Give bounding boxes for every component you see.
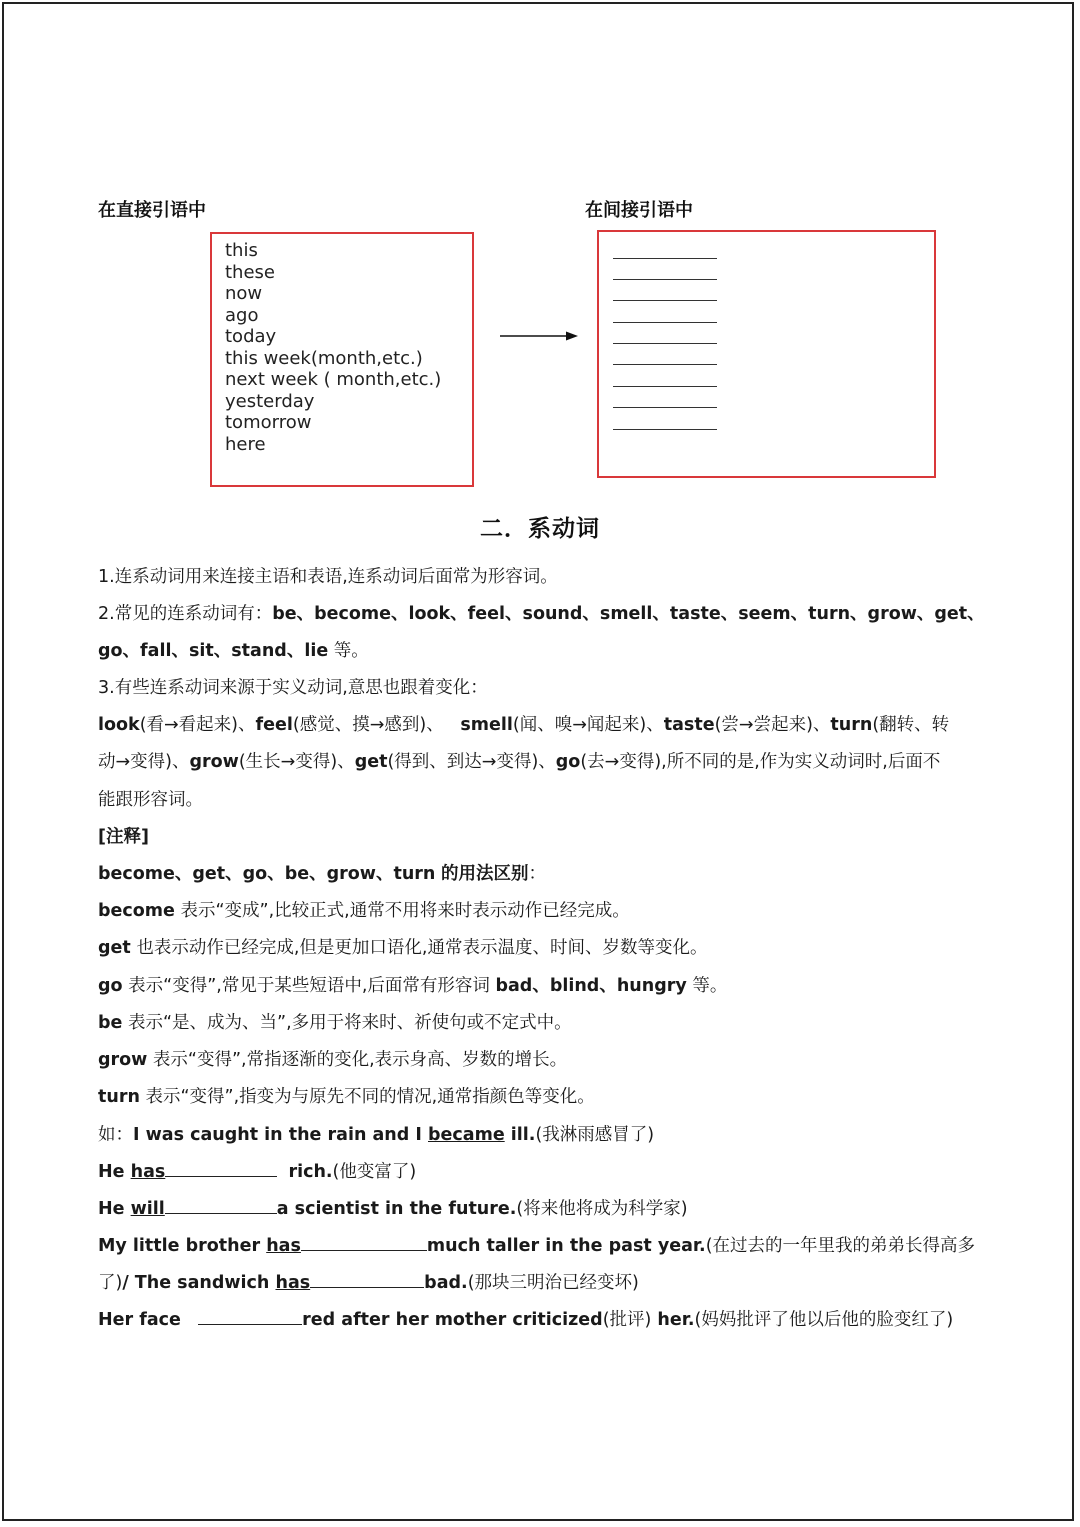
direct-word: ago bbox=[225, 304, 259, 326]
example-lead: 如： bbox=[98, 1125, 133, 1145]
direct-word: this bbox=[225, 240, 258, 261]
direct-speech-heading: 在直接引语中 bbox=[98, 200, 206, 221]
meaning: (生长→变得)、 bbox=[238, 752, 355, 772]
answer-blank[interactable] bbox=[613, 279, 717, 280]
note-item bbox=[98, 934, 707, 959]
paragraph-5 bbox=[98, 748, 940, 773]
translation: (妈妈批评了他以后他的脸变红了) bbox=[694, 1310, 954, 1330]
direct-word: yesterday bbox=[225, 390, 315, 412]
example-2 bbox=[98, 1158, 416, 1183]
sentence: Her face bbox=[98, 1310, 187, 1330]
answer-blank[interactable] bbox=[613, 343, 717, 344]
underlined-verb: has bbox=[130, 1162, 166, 1182]
section-title: 二．系动词 bbox=[480, 516, 600, 542]
verb: go bbox=[555, 752, 581, 772]
fill-blank[interactable] bbox=[301, 1236, 427, 1251]
explanation: 表示“是、成为、当”,多用于将来时、祈使句或不定式中。 bbox=[122, 1013, 572, 1033]
meaning: (尝→尝起来)、 bbox=[714, 715, 831, 735]
note-heading-cn: 的用法区别 bbox=[440, 864, 529, 884]
paragraph-4 bbox=[98, 711, 949, 736]
verb: become bbox=[98, 901, 175, 921]
sentence: much taller in the past year. bbox=[426, 1236, 706, 1256]
direct-word: this week(month,etc.) bbox=[225, 347, 423, 369]
underlined-verb: will bbox=[130, 1199, 165, 1219]
explanation: 表示“变得”,指变为与原先不同的情况,通常指颜色等变化。 bbox=[139, 1087, 595, 1107]
indirect-blanks-box bbox=[597, 230, 936, 478]
note-label: [注释] bbox=[98, 827, 149, 847]
explanation: 表示“变得”,常指逐渐的变化,表示身高、岁数的增长。 bbox=[147, 1050, 568, 1070]
paragraph-1: 1.连系动词用来连接主语和表语,连系动词后面常为形容词。 bbox=[98, 567, 558, 587]
verb: smell bbox=[460, 715, 513, 735]
direct-word: next week ( month,etc.) bbox=[225, 369, 442, 390]
p2-cont-words: go、fall、sit、stand、lie bbox=[98, 641, 329, 661]
answer-blank[interactable] bbox=[613, 429, 717, 430]
example-1 bbox=[98, 1121, 654, 1146]
example-5 bbox=[98, 1269, 639, 1294]
translation: 了) bbox=[98, 1273, 123, 1293]
sentence: ill. bbox=[504, 1125, 536, 1145]
answer-blank[interactable] bbox=[613, 364, 717, 365]
explanation: 也表示动作已经完成,但是更加口语化,通常表示温度、时间、岁数等变化。 bbox=[130, 938, 708, 958]
verb: turn bbox=[830, 715, 873, 735]
meaning: (感觉、摸→感到)、 bbox=[292, 715, 461, 735]
underlined-verb: has bbox=[275, 1273, 311, 1293]
fill-blank[interactable] bbox=[165, 1199, 277, 1214]
note-item bbox=[98, 1009, 572, 1034]
verb: get bbox=[354, 752, 388, 772]
verb: be bbox=[98, 1013, 123, 1033]
underlined-verb: has bbox=[266, 1236, 301, 1256]
verb: taste bbox=[663, 715, 715, 735]
underlined-verb: became bbox=[428, 1125, 505, 1145]
explanation-end: 等。 bbox=[686, 976, 728, 996]
direct-word: tomorrow bbox=[225, 412, 312, 433]
direct-words-box bbox=[210, 232, 474, 487]
explanation: 表示“变成”,比较正式,通常不用将来时表示动作已经完成。 bbox=[174, 901, 630, 921]
paragraph-6: 能跟形容词。 bbox=[98, 790, 203, 810]
sentence: a scientist in the future. bbox=[276, 1199, 517, 1219]
sentence: / The sandwich bbox=[122, 1273, 276, 1293]
p2-end: 等。 bbox=[333, 641, 369, 661]
sentence: My little brother bbox=[98, 1236, 267, 1256]
example-4 bbox=[98, 1232, 975, 1257]
verb: turn bbox=[98, 1087, 140, 1107]
paragraph-2 bbox=[98, 600, 985, 625]
meaning: (闻、嗅→闻起来)、 bbox=[512, 715, 664, 735]
note-item bbox=[98, 972, 727, 997]
direct-word: here bbox=[225, 433, 266, 455]
verb: feel bbox=[255, 715, 293, 735]
sentence: He bbox=[98, 1199, 131, 1219]
translation: (他变富了) bbox=[332, 1162, 417, 1182]
direct-word: now bbox=[225, 283, 263, 304]
fill-blank[interactable] bbox=[198, 1310, 302, 1325]
note-item bbox=[98, 1046, 567, 1071]
verb: grow bbox=[189, 752, 239, 772]
example-6 bbox=[98, 1306, 953, 1331]
sentence: red after her mother criticized bbox=[302, 1310, 603, 1330]
translation: (将来他将成为科学家) bbox=[516, 1199, 688, 1219]
example-3 bbox=[98, 1195, 688, 1220]
translation: (我淋雨感冒了) bbox=[535, 1125, 655, 1145]
answer-blank[interactable] bbox=[613, 258, 717, 259]
p2-words: be、become、look、feel、sound、smell、taste、seem、turn、grow、get、 bbox=[272, 604, 985, 624]
meaning: 动→变得)、 bbox=[98, 752, 190, 772]
sentence: rich. bbox=[288, 1162, 333, 1182]
sentence: He bbox=[98, 1162, 131, 1182]
note-item bbox=[98, 1083, 595, 1108]
paragraph-2-cont bbox=[98, 637, 369, 662]
answer-blank[interactable] bbox=[613, 300, 717, 301]
answer-blank[interactable] bbox=[613, 407, 717, 408]
meaning: (看→看起来)、 bbox=[139, 715, 256, 735]
sentence: her. bbox=[651, 1310, 695, 1330]
direct-word: today bbox=[225, 326, 277, 347]
translation: (批评) bbox=[602, 1310, 652, 1330]
arrow-right-icon bbox=[500, 330, 578, 342]
fill-blank[interactable] bbox=[165, 1162, 277, 1177]
direct-word: these bbox=[225, 261, 275, 283]
meaning: (去→变得),所不同的是,作为实义动词时,后面不 bbox=[580, 752, 941, 772]
note-heading-colon: ： bbox=[528, 864, 546, 884]
paragraph-3: 3.有些连系动词来源于实义动词,意思也跟着变化： bbox=[98, 678, 488, 698]
note-item bbox=[98, 897, 630, 922]
meaning: (翻转、转 bbox=[872, 715, 950, 735]
sentence: I was caught in the rain and I bbox=[133, 1125, 428, 1145]
fill-blank[interactable] bbox=[310, 1273, 424, 1288]
explanation: 表示“变得”,常见于某些短语中,后面常有形容词 bbox=[122, 976, 496, 996]
translation: (在过去的一年里我的弟弟长得高多 bbox=[705, 1236, 976, 1256]
answer-blank[interactable] bbox=[613, 322, 717, 323]
indirect-speech-heading: 在间接引语中 bbox=[585, 200, 693, 221]
verb: get bbox=[98, 938, 131, 958]
adjectives: bad、blind、hungry bbox=[495, 976, 687, 996]
verb: grow bbox=[98, 1050, 148, 1070]
verb: go bbox=[98, 976, 123, 996]
translation: (那块三明治已经变坏) bbox=[467, 1273, 639, 1293]
meaning: (得到、到达→变得)、 bbox=[387, 752, 556, 772]
note-heading bbox=[98, 860, 546, 885]
answer-blank[interactable] bbox=[613, 386, 717, 387]
note-heading-words: become、get、go、be、grow、turn bbox=[98, 864, 436, 884]
verb: look bbox=[98, 715, 140, 735]
p2-lead: 2.常见的连系动词有： bbox=[98, 604, 273, 624]
sentence: bad. bbox=[424, 1273, 468, 1293]
